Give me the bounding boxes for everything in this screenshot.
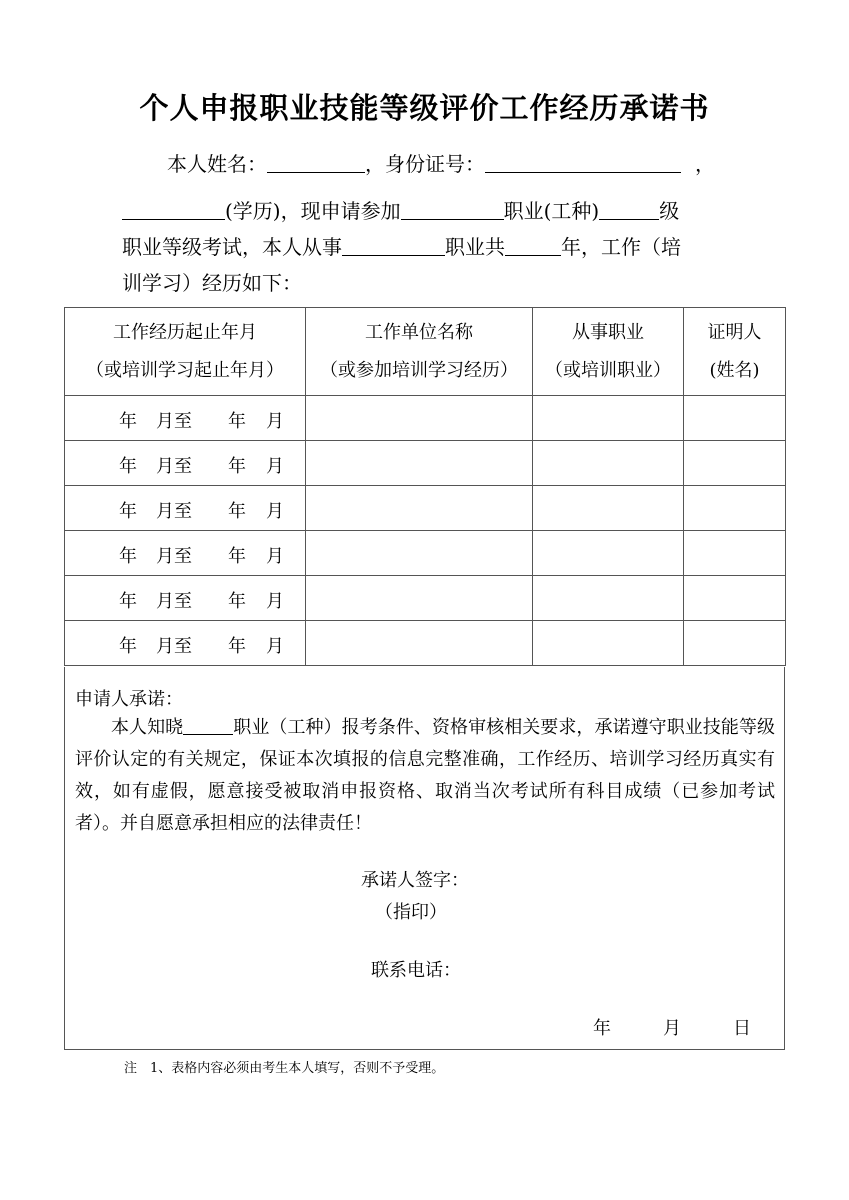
page-title: 个人申报职业技能等级评价工作经历承诺书: [139, 91, 710, 125]
witness-cell[interactable]: [684, 576, 786, 621]
period-cell[interactable]: 年 月至 年 月: [65, 531, 306, 576]
line1-comma: ，: [695, 152, 715, 176]
table-row: [65, 441, 786, 486]
intro-line-2: [122, 197, 679, 225]
witness-cell[interactable]: [684, 441, 786, 486]
intro-line-1: [167, 150, 715, 178]
occupation-cell[interactable]: [533, 531, 684, 576]
period-cell[interactable]: 年 月至 年 月: [65, 441, 306, 486]
occupation-cell[interactable]: [533, 486, 684, 531]
table-row: [65, 396, 786, 441]
intro-line-3: [122, 233, 681, 261]
occupation-cell[interactable]: [533, 621, 684, 666]
footnote: 注 1、表格内容必须由考生本人填写，否则不予受理。: [124, 1061, 445, 1076]
witness-cell[interactable]: [684, 396, 786, 441]
table-row: [65, 621, 786, 666]
occupation-label: 职业(工种): [503, 199, 600, 223]
signature-label: 承诺人签字：: [361, 870, 469, 891]
work-history-table: [64, 307, 786, 666]
id-label: ，身份证号：: [365, 152, 485, 176]
header-occupation: 从事职业 （或培训职业）: [533, 308, 684, 396]
level-char: 级: [659, 199, 680, 223]
table-row: [65, 531, 786, 576]
employer-cell[interactable]: [306, 396, 533, 441]
period-cell[interactable]: 年 月至 年 月: [65, 486, 306, 531]
header-period: 工作经历起止年月 （或培训学习起止年月）: [65, 308, 306, 396]
header-employer: 工作单位名称 （或参加培训学习经历）: [306, 308, 533, 396]
name-label: 本人姓名：: [167, 152, 267, 176]
fingerprint-label: （指印）: [375, 902, 447, 923]
education-blank[interactable]: [122, 197, 225, 220]
date-month: 月: [663, 1018, 681, 1039]
employer-cell[interactable]: [306, 531, 533, 576]
employer-cell[interactable]: [306, 486, 533, 531]
id-number-blank[interactable]: [485, 150, 681, 173]
table-row: [65, 486, 786, 531]
promise-paragraph: 本人知晓 职业（工种）报考条件、资格审核相关要求，承诺遵守职业技能等级评价认定的有关规定，保证本次填报的信息完整准确，工作经历、培训学习经历真实有效，如有虚假，愿意接受被取消申报资格、取消当次考试所有科目成绩（已参加考试者）。并自愿意承担相应的法律责任！: [75, 712, 775, 840]
occupation-cell[interactable]: [533, 396, 684, 441]
period-cell[interactable]: 年 月至 年 月: [65, 621, 306, 666]
table-header-row: [65, 308, 786, 396]
education-suffix: (学历)，现申请参加: [225, 199, 401, 223]
apply-occupation-blank[interactable]: [401, 197, 504, 220]
date-year: 年: [593, 1018, 611, 1039]
table-row: [65, 576, 786, 621]
period-cell[interactable]: 年 月至 年 月: [65, 396, 306, 441]
work-text: 年，工作（培: [561, 235, 681, 259]
intro-line-4: 训学习）经历如下：: [122, 271, 302, 295]
employer-cell[interactable]: [306, 441, 533, 486]
exam-text: 职业等级考试，本人从事: [122, 235, 342, 259]
date-day: 日: [733, 1018, 751, 1039]
name-blank[interactable]: [267, 150, 365, 173]
header-witness: 证明人 (姓名): [684, 308, 786, 396]
promise-heading: 申请人承诺：: [75, 689, 183, 710]
witness-cell[interactable]: [684, 531, 786, 576]
phone-label: 联系电话：: [371, 960, 461, 981]
occupation-cell[interactable]: [533, 441, 684, 486]
years-blank[interactable]: [505, 233, 561, 256]
witness-cell[interactable]: [684, 486, 786, 531]
employer-cell[interactable]: [306, 621, 533, 666]
promise-section: [64, 667, 785, 1050]
years-label: 职业共: [445, 235, 505, 259]
promise-occupation-blank[interactable]: [183, 714, 233, 735]
level-blank[interactable]: [599, 197, 659, 220]
occupation-cell[interactable]: [533, 576, 684, 621]
witness-cell[interactable]: [684, 621, 786, 666]
engaged-occupation-blank[interactable]: [342, 233, 445, 256]
period-cell[interactable]: 年 月至 年 月: [65, 576, 306, 621]
employer-cell[interactable]: [306, 576, 533, 621]
